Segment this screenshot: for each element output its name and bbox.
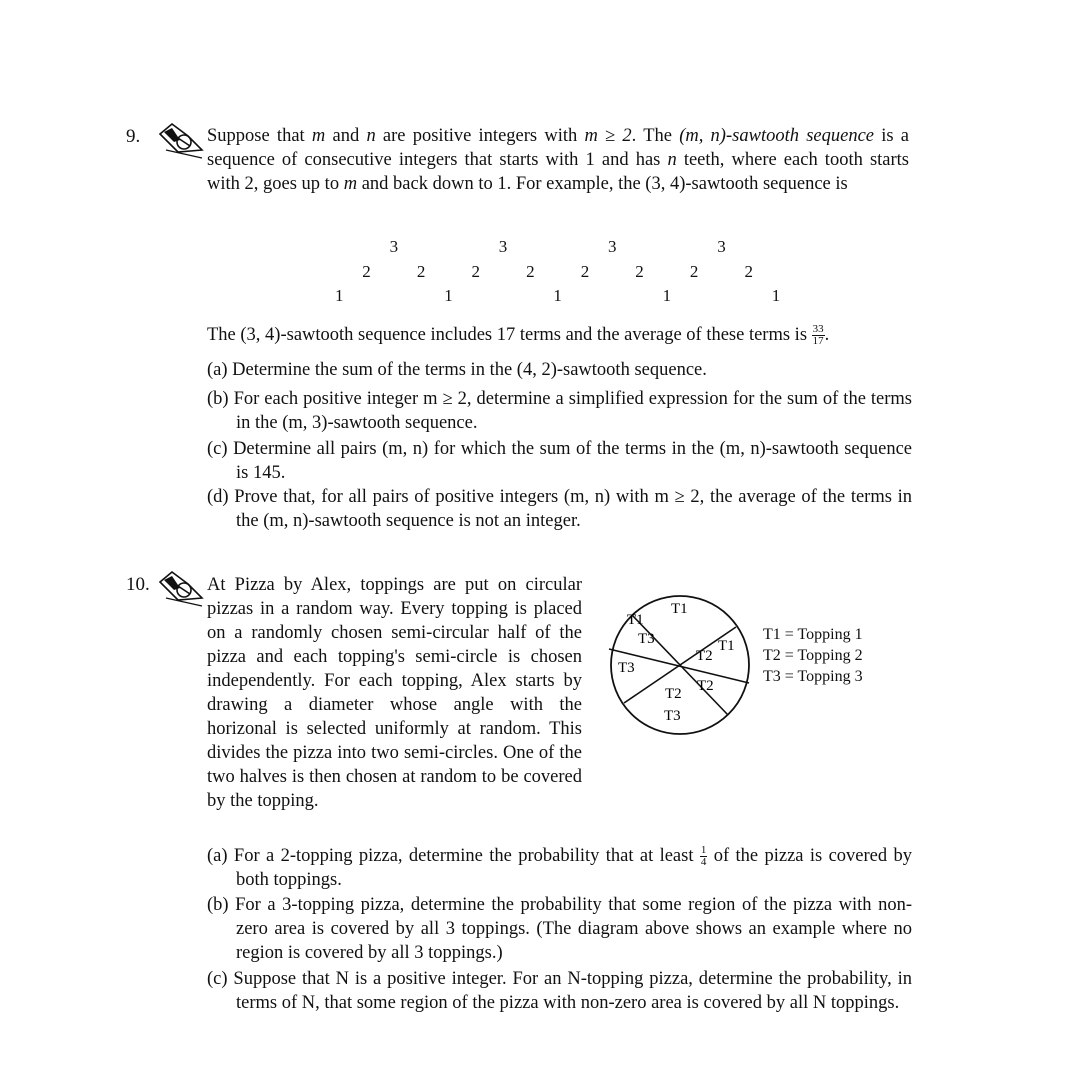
label-left-t3: T3 (618, 660, 635, 676)
sequence-term: 1 (771, 286, 781, 305)
question-10-part-a: (a) For a 2-topping pizza, determine the probability that at least $\frac{1}{4}$ of the pizza is covered by both toppings. (207, 844, 912, 891)
legend-item-t1: T1 = Topping 1 (763, 626, 863, 643)
sequence-term: 3 (717, 237, 726, 256)
sequence-term: 1 (335, 286, 344, 305)
question-10-part-b: (b) For a 3-topping pizza, determine the probability that some region of the pizza with non-zero area is covered by all 3 toppings. (The diagram above shows an example where no region is covered by all 3 toppings.) (207, 895, 913, 963)
legend-item-t3: T3 = Topping 3 (763, 668, 863, 685)
question-9-part-d: (d) Prove that, for all pairs of positive integers (m, n) with m ≥ 2, the average of the terms in the (m, n)-sawtooth sequence is not an integer. (207, 487, 913, 531)
label-upper-left-t1: T1 (627, 612, 644, 628)
sequence-term: 3 (608, 237, 617, 256)
label-upper-left-t3: T3 (638, 631, 655, 647)
sequence-term: 1 (553, 286, 562, 305)
sequence-term: 2 (416, 262, 426, 281)
fraction-1-4: $\frac{1}{4}$ (700, 844, 707, 869)
label-top-t1: T1 (671, 601, 688, 617)
sequence-term: 1 (444, 286, 453, 305)
sequence-term: 2 (580, 262, 590, 281)
fraction-33-17: $\frac{33}{17}$ (812, 323, 824, 348)
pencil-hand-icon (158, 568, 206, 608)
question-9-part-c: (c) Determine all pairs (m, n) for which the sum of the terms in the (m, n)-sawtooth sequence is 145. (207, 439, 913, 483)
sequence-term: 3 (498, 237, 508, 256)
label-right-t2: T2 (696, 648, 713, 664)
label-bottom-t3: T3 (664, 708, 681, 724)
question-10-part-c: (c) Suppose that N is a positive integer. For an N-topping pizza, determine the probability, in terms of N, that some region of the pizza with non-zero area is covered by all N toppings. (207, 969, 912, 1013)
sequence-term: 2 (362, 262, 371, 281)
question-10-number: 10. (126, 574, 150, 595)
sequence-term: 2 (471, 262, 480, 281)
diagram-legend (763, 624, 863, 687)
question-9-number: 9. (126, 126, 141, 147)
label-right-t1: T1 (718, 638, 735, 654)
sequence-term: 2 (635, 262, 644, 281)
question-9-intro: Suppose that m and n are positive integers with m ≥ 2. The (m, n)-sawtooth sequence is a sequence of consecutive integers that starts with 1 and has n teeth, where each tooth starts with 2, goes up to m and back down to 1. For example, the (3, 4)-sawtooth sequence is (207, 126, 910, 194)
label-bottom-t2: T2 (665, 686, 682, 702)
label-lower-right-t2: T2 (697, 678, 714, 694)
question-9-part-b: (b) For each positive integer m ≥ 2, determine a simplified expression for the sum of the terms in the (m, 3)-sawtooth sequence. (207, 389, 913, 433)
sequence-term: 1 (662, 286, 672, 305)
question-10-intro: At Pizza by Alex, toppings are put on circular pizzas in a random way. Every topping is placed on a randomly chosen semi-circular half of the pizza and each topping's semi-circle is chosen independently. For each topping, Alex starts by drawing a diameter whose angle with the horizonal is selected uniformly at random. This divides the pizza into two semi-circles. One of the two halves is then chosen at random to be covered by the topping. (207, 575, 582, 811)
sequence-term: 2 (689, 262, 699, 281)
question-9-summary: The (3, 4)-sawtooth sequence includes 17 terms and the average of these terms is $\frac{33}{17}$ . (207, 323, 830, 348)
sequence-term: 2 (744, 262, 753, 281)
question-9-part-a: (a) Determine the sum of the terms in the (4, 2)-sawtooth sequence. (207, 360, 707, 380)
sequence-term: 3 (389, 237, 399, 256)
sequence-term: 2 (526, 262, 535, 281)
legend-item-t2: T2 = Topping 2 (763, 647, 863, 664)
pizza-diagram (605, 590, 755, 740)
pencil-hand-icon (158, 120, 206, 160)
